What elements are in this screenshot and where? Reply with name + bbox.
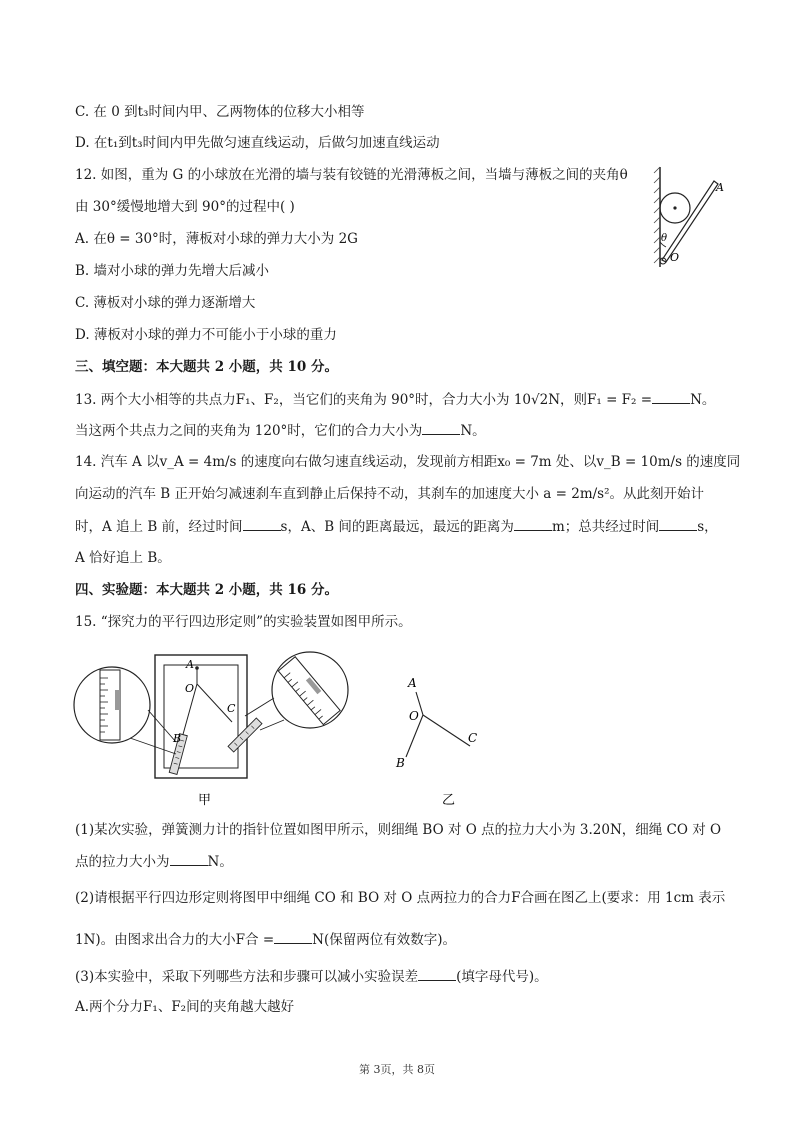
question-14-stem-cont: 向运动的汽车 B 正开始匀减速刹车直到静止后保持不动，其刹车的加速度大小 a = 2m/s²。从此刻开始计 xyxy=(75,486,705,502)
answer-blank[interactable] xyxy=(170,851,208,866)
option-a-q12: A. 在θ = 30°时，薄板对小球的弹力大小为 2G xyxy=(75,231,358,247)
q15-part2: (2)请根据平行四边形定则将图甲中细绳 CO 和 BO 对 O 点两拉力的合力F合画在图乙上(要求：用 1cm 表示 xyxy=(75,890,726,906)
answer-blank[interactable] xyxy=(243,516,281,531)
option-c-q12: C. 薄板对小球的弹力逐渐增大 xyxy=(75,295,256,311)
section-heading-fill: 三、填空题：本大题共 2 小题，共 10 分。 xyxy=(75,359,338,375)
jia-caption: 甲 xyxy=(198,793,212,808)
answer-blank[interactable] xyxy=(274,929,312,944)
yi-label-a: A xyxy=(408,676,417,690)
question-13-stem: 13. 两个大小相等的共点力F₁、F₂，当它们的夹角为 90°时，合力大小为 10√2N，则F₁ = F₂ = N。 xyxy=(75,389,715,410)
answer-blank[interactable] xyxy=(659,516,697,531)
section-heading-experiment: 四、实验题：本大题共 2 小题，共 16 分。 xyxy=(75,582,338,598)
fig12-label-theta: θ xyxy=(661,233,668,244)
option-c-q11: C. 在 0 到t₃时间内甲、乙两物体的位移大小相等 xyxy=(75,104,365,120)
yi-label-c: C xyxy=(468,731,478,745)
question-13-part2: 当这两个共点力之间的夹角为 120°时，它们的合力大小为 N。 xyxy=(75,420,486,441)
answer-blank[interactable] xyxy=(418,966,456,981)
yi-label-b: B xyxy=(396,756,405,770)
q15-part2-cont: 1N)。由图求出合力的大小F合 = N(保留两位有效数字)。 xyxy=(75,929,456,950)
answer-blank[interactable] xyxy=(652,389,690,404)
question-15-stem: 15. “探究力的平行四边形定则”的实验装置如图甲所示。 xyxy=(75,614,412,630)
q15-part3: (3)本实验中，采取下列哪些方法和步骤可以减小实验误差 (填字母代号)。 xyxy=(75,966,548,987)
option-d-q12: D. 薄板对小球的弹力不可能小于小球的重力 xyxy=(75,327,337,343)
fig12-label-a: A xyxy=(716,181,724,194)
figure-jia xyxy=(70,650,360,810)
question-14-stem: 14. 汽车 A 以v_A = 4m/s 的速度向右做匀速直线运动，发现前方相距x₀ = 7m 处、以v_B = 10m/s 的速度同 xyxy=(75,454,741,470)
option-b-q12: B. 墙对小球的弹力先增大后减小 xyxy=(75,263,270,279)
q15-part1: (1)某次实验，弹簧测力计的指针位置如图甲所示，则细绳 BO 对 O 点的拉力大小为 3.20N，细绳 CO 对 O xyxy=(75,822,722,838)
yi-label-o: O xyxy=(409,709,419,723)
figure-q12 xyxy=(650,165,730,275)
page-footer: 第 3页，共 8页 xyxy=(359,1063,435,1076)
yi-caption: 乙 xyxy=(442,793,456,808)
question-12-stem: 12. 如图，重为 G 的小球放在光滑的墙与装有铰链的光滑薄板之间，当墙与薄板之间的夹角θ xyxy=(75,167,628,183)
q15-option-a: A.两个分力F₁、F₂间的夹角越大越好 xyxy=(75,999,295,1015)
question-12-stem-cont: 由 30°缓慢地增大到 90°的过程中( ) xyxy=(75,199,295,215)
question-14-end: A 恰好追上 B。 xyxy=(75,550,171,566)
q15-part1-cont: 点的拉力大小为 N。 xyxy=(75,851,233,872)
jia-label-c: C xyxy=(227,702,236,715)
fig12-label-o: O xyxy=(670,251,680,264)
jia-label-b: B xyxy=(173,732,182,745)
answer-blank[interactable] xyxy=(514,516,552,531)
jia-label-a: A xyxy=(186,658,194,671)
figure-yi xyxy=(390,670,500,810)
option-d-q11: D. 在t₁到t₃时间内甲先做匀速直线运动，后做匀加速直线运动 xyxy=(75,135,440,151)
question-14-blanks: 时，A 追上 B 前，经过时间 s，A、B 间的距离最远，最远的距离为 m；总共经过时间 s， xyxy=(75,516,718,537)
answer-blank[interactable] xyxy=(422,420,460,435)
jia-label-o: O xyxy=(185,682,195,695)
